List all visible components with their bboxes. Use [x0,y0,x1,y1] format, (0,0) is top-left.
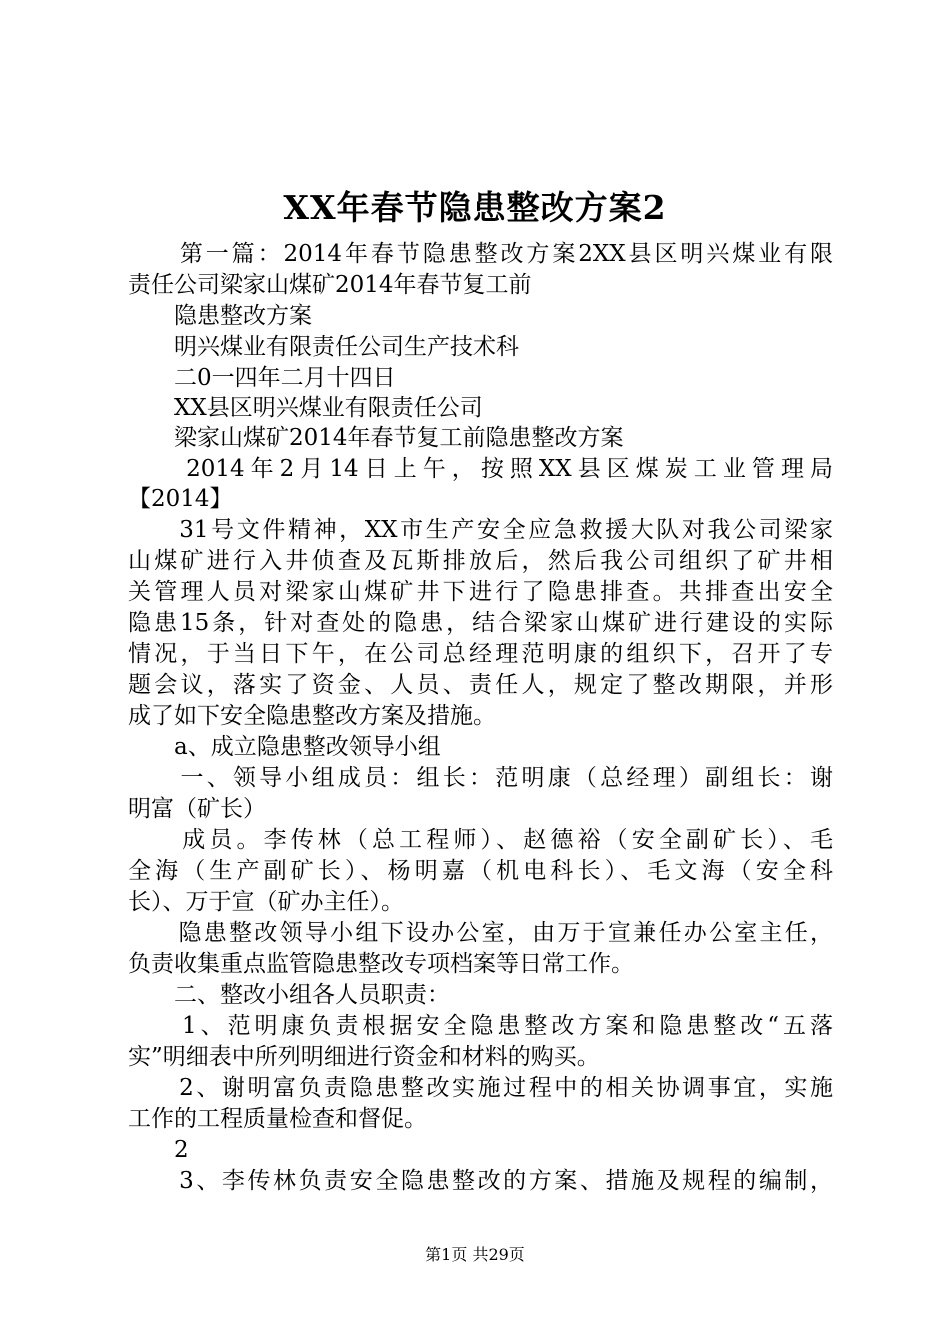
body-line: 第一篇：2014年春节隐患整改方案2XX县区明兴煤业有限 [128,241,833,267]
body-line: 明兴煤业有限责任公司生产技术科 [128,334,519,360]
body-line: 3、李传林负责安全隐患整改的方案、措施及规程的编制， [128,1168,833,1194]
body-line: 【2014】 [128,486,233,512]
body-line: 二0一四年二月十四日 [128,365,396,391]
body-line: 2、谢明富负责隐患整改实施过程中的相关协调事宜，实施 [128,1075,833,1101]
body-line: 一、领导小组成员：组长：范明康（总经理）副组长：谢 [128,765,833,791]
body-line: 长）、万于宣（矿办主任）。 [128,889,404,915]
body-line: 题会议，落实了资金、人员、责任人，规定了整改期限，并形 [128,672,833,698]
body-line: 情况，于当日下午，在公司总经理范明康的组织下，召开了专 [128,641,833,667]
body-line: 负责收集重点监管隐患整改专项档案等日常工作。 [128,951,634,977]
body-line: 责任公司梁家山煤矿2014年春节复工前 [128,272,532,298]
body-line: 山煤矿进行入井侦查及瓦斯排放后，然后我公司组织了矿井相 [128,548,833,574]
body-line: 31号文件精神，XX市生产安全应急救援大队对我公司梁家 [128,517,833,543]
body-line: 成了如下安全隐患整改方案及措施。 [128,703,496,729]
body-line: 实”明细表中所列明细进行资金和材料的购买。 [128,1044,600,1070]
body-line: 关管理人员对梁家山煤矿井下进行了隐患排查。共排查出安全 [128,579,833,605]
body-line: 隐患整改方案 [128,303,312,329]
body-line: 成员。李传林（总工程师）、赵德裕（安全副矿长）、毛 [128,827,833,853]
body-line: 2 [128,1137,189,1163]
body-line: 隐患整改领导小组下设办公室，由万于宣兼任办公室主任， [128,920,833,946]
body-line: 二、整改小组各人员职责： [128,982,450,1008]
document-title: XX年春节隐患整改方案2 [283,188,667,227]
body-line: 1、范明康负责根据安全隐患整改方案和隐患整改“五落 [128,1013,833,1039]
body-line: 明富（矿长） [128,796,266,822]
body-line: a、成立隐患整改领导小组 [128,734,441,760]
page-footer: 第1页 共29页 [425,1245,525,1264]
body-line: 全海（生产副矿长）、杨明嘉（机电科长）、毛文海（安全科 [128,858,833,884]
body-line: 2014年2月14日上午，按照XX县区煤炭工业管理局 [128,456,833,482]
body-line: 隐患15条，针对查处的隐患，结合梁家山煤矿进行建设的实际 [128,610,833,636]
body-line: 梁家山煤矿2014年春节复工前隐患整改方案 [128,425,624,451]
body-line: 工作的工程质量检查和督促。 [128,1106,427,1132]
body-line: XX县区明兴煤业有限责任公司 [128,395,483,421]
